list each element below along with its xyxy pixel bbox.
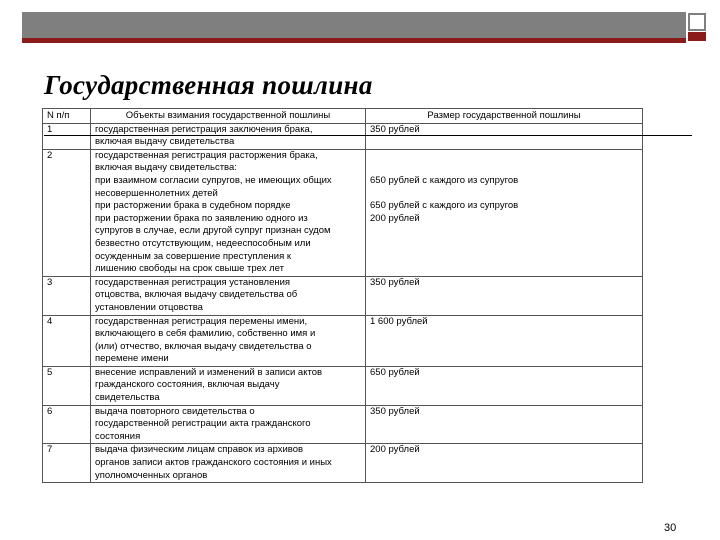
- corner-square-decoration: [688, 13, 706, 31]
- row-amount: [366, 366, 643, 405]
- row-number: 7: [43, 444, 91, 483]
- state-duty-table: [42, 108, 643, 483]
- row-number: 4: [43, 315, 91, 366]
- object-line: состояния: [95, 430, 141, 442]
- object-line: государственная регистрация заключения брака,: [95, 123, 313, 135]
- row-number: 5: [43, 366, 91, 405]
- amount-line: 650 рублей: [370, 366, 420, 378]
- table-body: [43, 123, 643, 483]
- page-number: 30: [664, 522, 677, 534]
- object-line: органов записи актов гражданского состояния и иных: [95, 457, 332, 469]
- slide-title: Государственная пошлина: [44, 70, 373, 100]
- header-bar: [22, 12, 686, 43]
- row-amount: [366, 123, 643, 149]
- row-amount: [366, 405, 643, 444]
- row-number: 2: [43, 149, 91, 276]
- object-line: выдача повторного свидетельства о: [95, 405, 255, 417]
- row-object: [91, 315, 366, 366]
- object-line: включая выдачу свидетельства: [95, 136, 235, 148]
- object-line: включающего в себя фамилию, собственно имя и: [95, 328, 316, 340]
- row-number: 1: [43, 123, 91, 149]
- object-line: гражданского состояния, включая выдачу: [95, 379, 280, 391]
- object-line: (или) отчество, включая выдачу свидетельства о: [95, 340, 312, 352]
- object-line: при расторжении брака по заявлению одного из: [95, 212, 308, 224]
- table-row: [43, 276, 643, 315]
- amount-line: 650 рублей с каждого из супругов: [370, 174, 519, 186]
- table-row: [43, 149, 643, 276]
- object-line: лишению свободы на срок свыше трех лет: [95, 263, 284, 275]
- object-line: государственная регистрация установления: [95, 276, 291, 288]
- table-row: [43, 315, 643, 366]
- object-line: перемене имени: [95, 353, 169, 365]
- amount-line: [370, 162, 638, 175]
- amount-line: [370, 188, 638, 201]
- table-row: [43, 123, 643, 149]
- object-line: при расторжении брака в судебном порядке: [95, 200, 291, 212]
- object-line: установлении отцовства: [95, 301, 203, 313]
- row-amount: [366, 149, 643, 276]
- amount-line: 350 рублей: [370, 123, 420, 135]
- object-line: государственная регистрация расторжения брака,: [95, 149, 318, 161]
- amount-line: 350 рублей: [370, 276, 420, 288]
- object-line: несовершеннолетних детей: [95, 187, 218, 199]
- header-num: N п/п: [43, 109, 91, 124]
- object-line: государственная регистрация перемены имени,: [95, 315, 308, 327]
- object-line: при взаимном согласии супругов, не имеющих общих: [95, 174, 332, 186]
- row-object: [91, 444, 366, 483]
- row-amount: [366, 444, 643, 483]
- row-object: [91, 366, 366, 405]
- row-amount: [366, 315, 643, 366]
- header-amount: Размер государственной пошлины: [366, 109, 643, 124]
- object-line: включая выдачу свидетельства:: [95, 162, 237, 174]
- row-number: 6: [43, 405, 91, 444]
- table-row: [43, 444, 643, 483]
- row-amount: [366, 276, 643, 315]
- amount-line: 1 600 рублей: [370, 315, 428, 327]
- object-line: безвестно отсутствующим, недееспособным или: [95, 237, 311, 249]
- header-object: Объекты взимания государственной пошлины: [91, 109, 366, 124]
- amount-line: 350 рублей: [370, 405, 420, 417]
- object-line: уполномоченных органов: [95, 469, 208, 481]
- object-line: государственной регистрации акта гражданского: [95, 418, 311, 430]
- object-line: свидетельства: [95, 392, 160, 404]
- title-underline: [44, 135, 692, 136]
- table-row: [43, 405, 643, 444]
- object-line: осужденным за совершение преступления к: [95, 250, 292, 262]
- object-line: выдача физическим лицам справок из архивов: [95, 444, 304, 456]
- row-object: [91, 276, 366, 315]
- amount-line: 200 рублей: [370, 444, 420, 456]
- object-line: супругов в случае, если другой супруг признан судом: [95, 225, 331, 237]
- amount-line: [370, 150, 638, 163]
- table-row: [43, 366, 643, 405]
- row-object: [91, 149, 366, 276]
- table-header-row: [43, 109, 643, 124]
- row-number: 3: [43, 276, 91, 315]
- corner-bar-decoration: [688, 32, 706, 41]
- object-line: отцовства, включая выдачу свидетельства об: [95, 289, 298, 301]
- amount-line: 650 рублей с каждого из супругов: [370, 200, 519, 212]
- row-object: [91, 123, 366, 149]
- amount-line: 200 рублей: [370, 212, 420, 224]
- row-object: [91, 405, 366, 444]
- object-line: внесение исправлений и изменений в записи актов: [95, 366, 323, 378]
